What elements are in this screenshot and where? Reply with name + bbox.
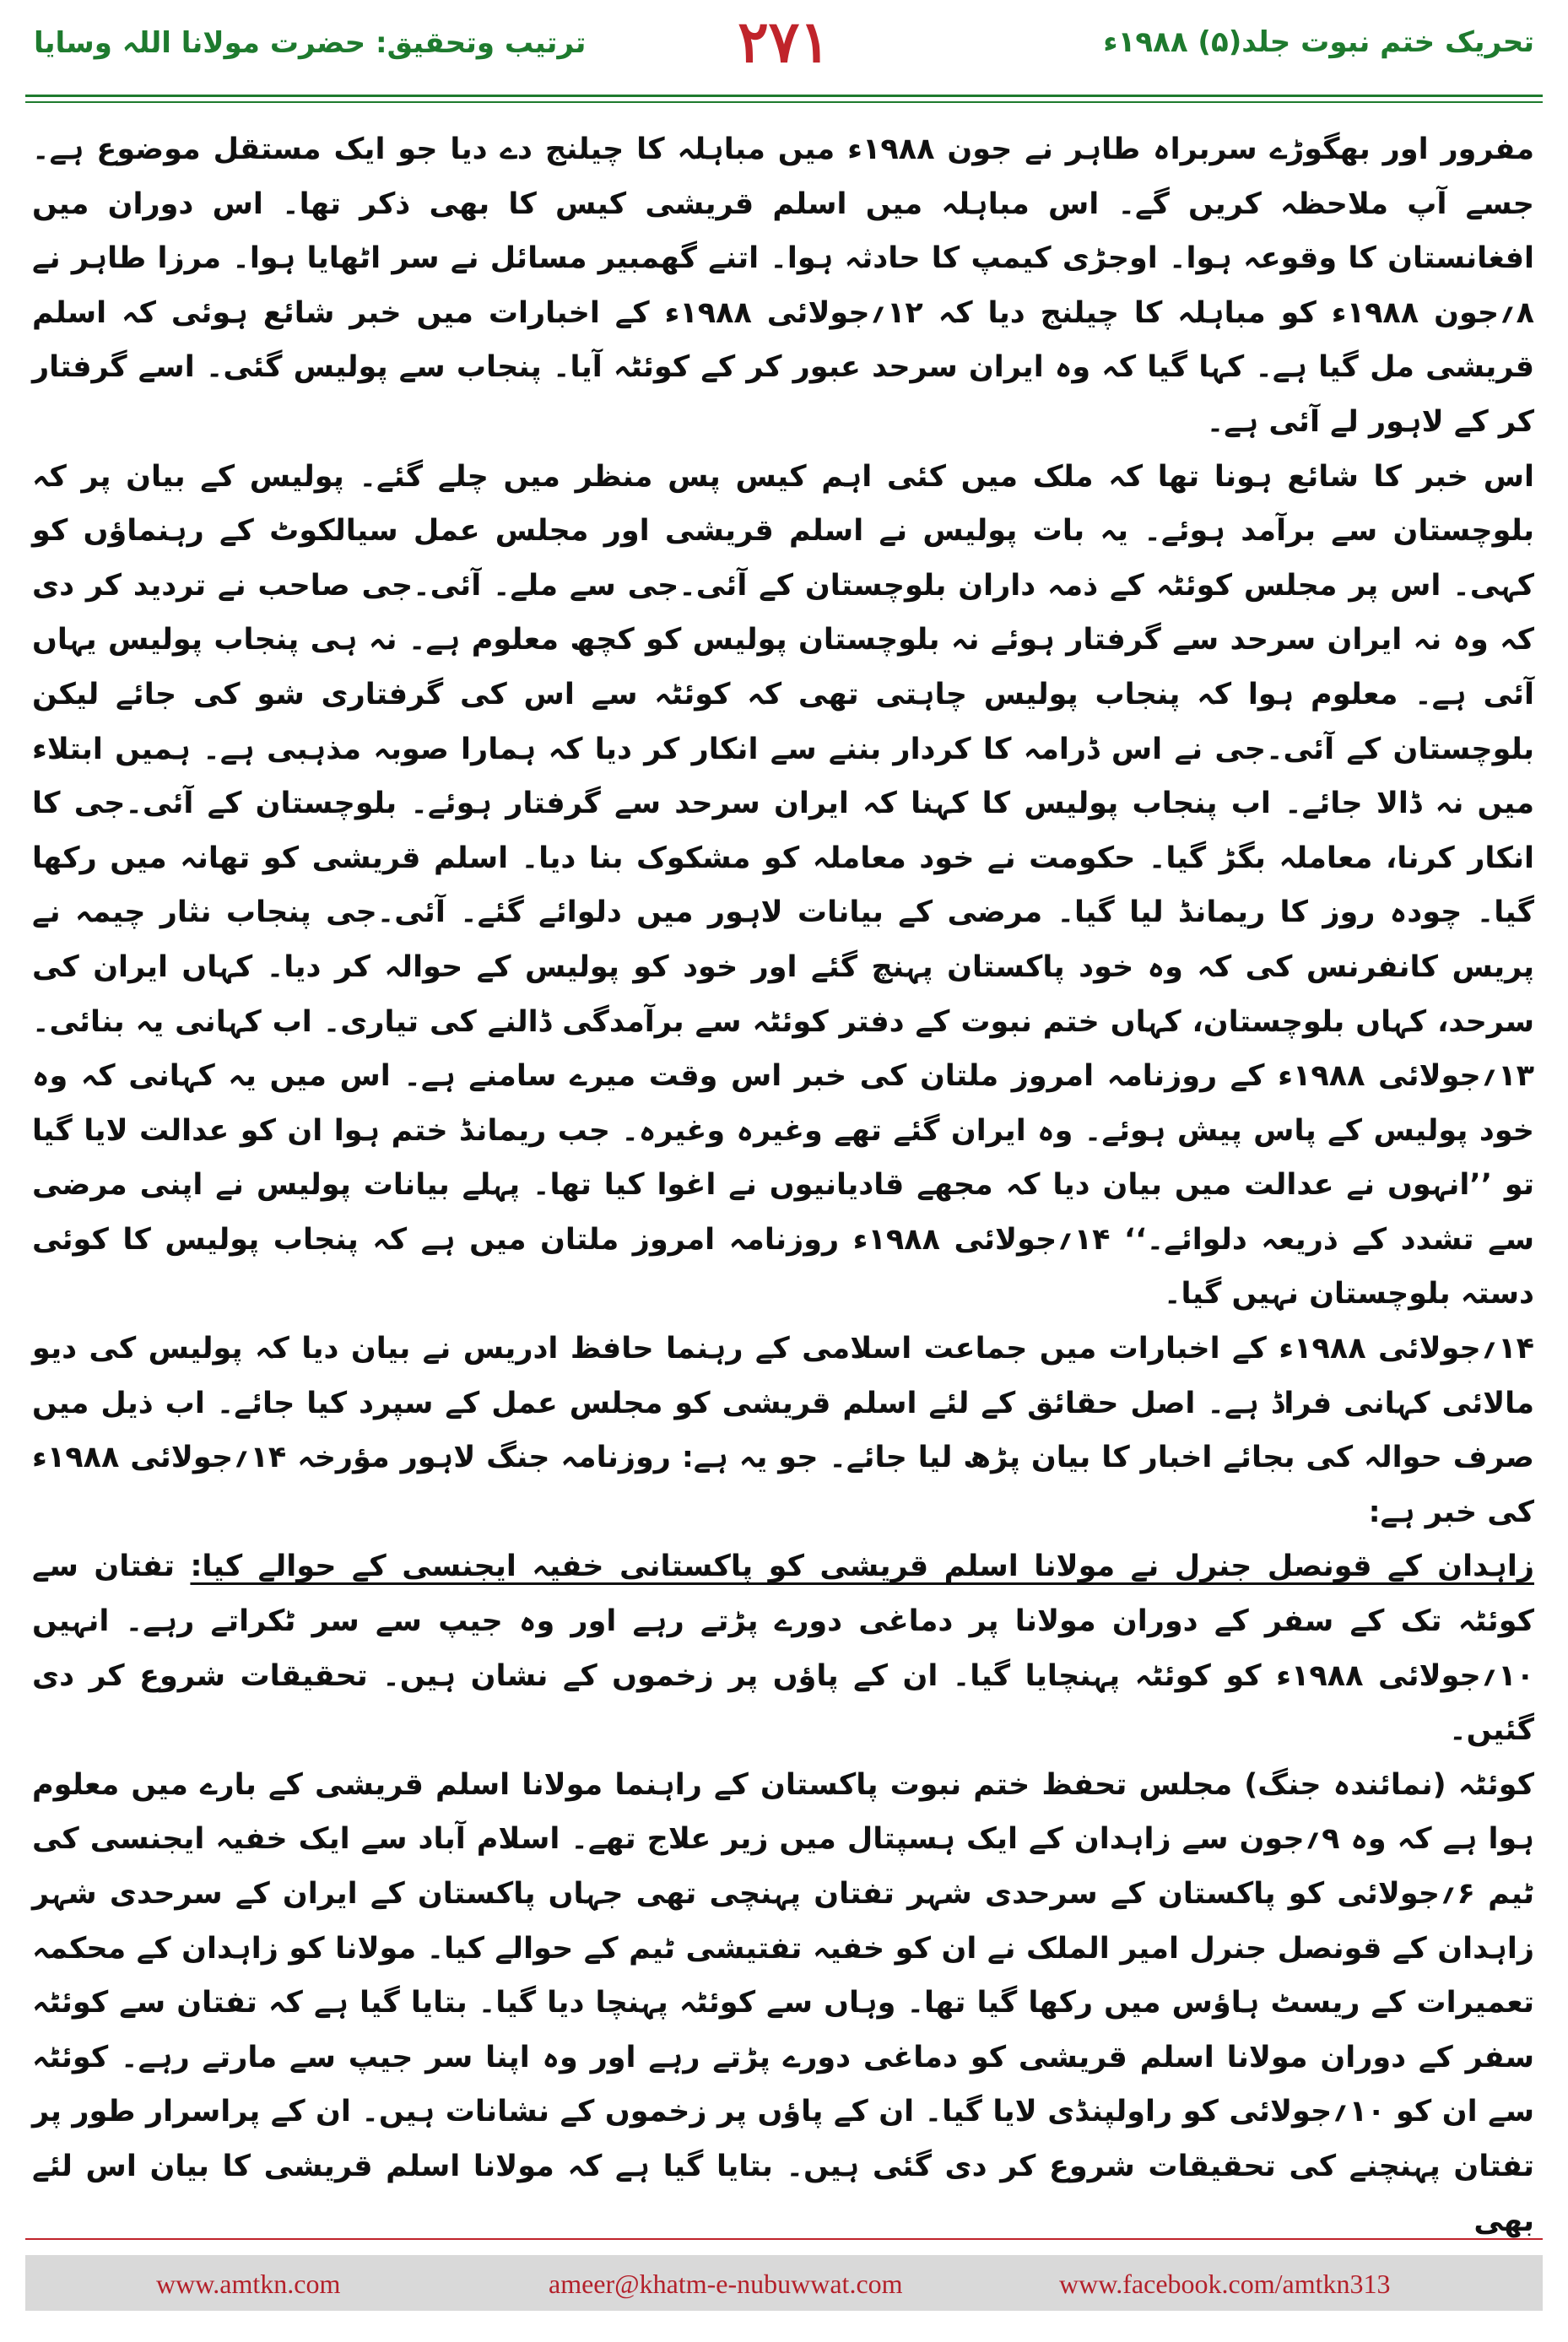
website-link[interactable]: www.amtkn.com — [156, 2269, 341, 2299]
footer-rule — [25, 2238, 1543, 2240]
compiler-credit: ترتیب وتحقیق: حضرت مولانا اللہ وسایا — [34, 26, 587, 60]
header-rule — [25, 95, 1543, 97]
page-header — [0, 0, 1568, 101]
facebook-link[interactable]: www.facebook.com/amtkn313 — [1059, 2269, 1391, 2299]
paragraph-4 — [32, 1539, 1534, 1757]
book-title: تحریک ختم نبوت جلد(۵) ۱۹۸۸ء — [1103, 25, 1534, 59]
paragraph-1: مفرور اور بھگوڑے سربراہ طاہر نے جون ۱۹۸۸ء میں مباہلہ کا چیلنج دے دیا جو ایک مستقل موضوع ہے۔ جسے آپ ملاحظہ کریں گے۔ اس مباہلہ میں اسلم قریشی کیس کا بھی ذکر تھا۔ اس دوران میں افغانستان کا وقوعہ ہوا۔ اوجڑی کیمپ کا حادثہ ہوا۔ اتنے گھمبیر مسائل نے سر اٹھایا ہوا۔ مرزا طاہر نے ۸؍جون ۱۹۸۸ء کو مباہلہ کا چیلنج دیا کہ ۱۲؍جولائی ۱۹۸۸ء کے اخبارات میں خبر شائع ہوئی کہ اسلم قریشی مل گیا ہے۔ کہا گیا کہ وہ ایران سرحد عبور کر کے کوئٹہ آیا۔ پنجاب سے پولیس گئی۔ اسے گرفتار کر کے لاہور لے آئی ہے۔ — [32, 133, 1534, 439]
paragraph-5: کوئٹہ (نمائندہ جنگ) مجلس تحفظ ختم نبوت پاکستان کے راہنما مولانا اسلم قریشی کے بارے میں معلوم ہوا ہے کہ وہ ۹؍جون سے زاہدان کے ایک ہسپتال میں زیر علاج تھے۔ اسلام آباد سے ایک خفیہ ایجنسی کی ٹیم ۶؍جولائی کو پاکستان کے سرحدی شہر تفتان پہنچی تھی جہاں پاکستان کے ایران کے سرحدی شہر زاہدان کے قونصل جنرل امیر الملک نے ان کو خفیہ تفتیشی ٹیم کے حوالے کیا۔ مولانا کو زاہدان کے محکمہ تعمیرات کے ریسٹ ہاؤس میں رکھا گیا تھا۔ وہاں سے کوئٹہ پہنچا دیا گیا۔ بتایا گیا ہے کہ تفتان سے کوئٹہ سفر کے دوران مولانا اسلم قریشی کو دماغی دورے پڑتے رہے اور وہ اپنا سر جیپ سے مارتے رہے۔ کوئٹہ سے ان کو ۱۰؍جولائی کو راولپنڈی لایا گیا۔ ان کے پاؤں پر زخموں کے نشانات ہیں۔ ان کے پراسرار طور پر تفتان پہنچنے کی تحقیقات شروع کر دی گئی ہیں۔ بتایا گیا ہے کہ مولانا اسلم قریشی کا بیان اس لئے بھی — [32, 1767, 1534, 2238]
email-link[interactable]: ameer@khatm-e-nubuwwat.com — [549, 2269, 903, 2299]
news-summary: تفتان سے کوئٹہ تک کے سفر کے دوران مولانا پر دماغی دورے پڑتے رہے اور وہ جیپ سے سر ٹکراتے رہے۔ انہیں ۱۰؍جولائی ۱۹۸۸ء کو کوئٹہ پہنچایا گیا۔ ان کے پاؤں پر زخموں کے نشان ہیں۔ تحقیقات شروع کر دی گئیں۔ — [32, 1550, 1534, 1748]
paragraph-3: ۱۴؍جولائی ۱۹۸۸ء کے اخبارات میں جماعت اسلامی کے رہنما حافظ ادریس نے بیان دیا کہ پولیس کی دیو مالائی کہانی فراڈ ہے۔ اصل حقائق کے لئے اسلم قریشی کو مجلس عمل کے سپرد کیا جائے۔ اب ذیل میں صرف حوالہ کی بجائے اخبار کا بیان پڑھ لیا جائے۔ جو یہ ہے: روزنامہ جنگ لاہور مؤرخہ ۱۴؍جولائی ۱۹۸۸ء کی خبر ہے: — [32, 1332, 1534, 1529]
paragraph-2: اس خبر کا شائع ہونا تھا کہ ملک میں کئی اہم کیس پس منظر میں چلے گئے۔ پولیس کے بیان پر کہ بلوچستان سے برآمد ہوئے۔ یہ بات پولیس نے اسلم قریشی اور مجلس عمل سیالکوٹ کے رہنماؤں کو کہی۔ اس پر مجلس کوئٹہ کے ذمہ داران بلوچستان کے آئی۔جی سے ملے۔ آئی۔جی صاحب نے تردید کر دی کہ وہ نہ ایران سرحد سے گرفتار ہوئے نہ بلوچستان پولیس کو کچھ معلوم ہے۔ نہ ہی پنجاب پولیس یہاں آئی ہے۔ معلوم ہوا کہ پنجاب پولیس چاہتی تھی کہ کوئٹہ سے اس کی گرفتاری شو کی جائے لیکن بلوچستان کے آئی۔جی نے اس ڈرامہ کا کردار بننے سے انکار کر دیا کہ ہمارا صوبہ مذہبی ہے۔ ہمیں ابتلاء میں نہ ڈالا جائے۔ اب پنجاب پولیس کا کہنا کہ ایران سرحد سے گرفتار ہوئے۔ بلوچستان کے آئی۔جی کا انکار کرنا، معاملہ بگڑ گیا۔ حکومت نے خود معاملہ کو مشکوک بنا دیا۔ اسلم قریشی کو تھانہ میں رکھا گیا۔ چودہ روز کا ریمانڈ لیا گیا۔ مرضی کے بیانات لاہور میں دلوائے گئے۔ آئی۔جی پنجاب نثار چیمہ نے پریس کانفرنس کی کہ وہ خود پاکستان پہنچ گئے اور خود کو پولیس کے حوالہ کر دیا۔ کہاں ایران کی سرحد، کہاں بلوچستان، کہاں ختم نبوت کے دفتر کوئٹہ سے برآمدگی ڈالنے کی تیاری۔ اب کہانی یہ بنائی۔ ۱۳؍جولائی ۱۹۸۸ء کے روزنامہ امروز ملتان کی خبر اس وقت میرے سامنے ہے۔ اس میں یہ کہانی کہ وہ خود پولیس کے پاس پیش ہوئے۔ وہ ایران گئے تھے وغیرہ وغیرہ۔ جب ریمانڈ ختم ہوا ان کو عدالت لایا گیا تو ’’انہوں نے عدالت میں بیان دیا کہ مجھے قادیانیوں نے اغوا کیا تھا۔ پہلے بیانات پولیس نے اپنی مرضی سے تشدد کے ذریعہ دلوائے۔‘‘ ۱۴؍جولائی ۱۹۸۸ء روزنامہ امروز ملتان میں ہے کہ پنجاب پولیس کا کوئی دستہ بلوچستان نہیں گیا۔ — [32, 459, 1535, 1312]
news-headline: زاہدان کے قونصل جنرل نے مولانا اسلم قریشی کو پاکستانی خفیہ ایجنسی کے حوالے کیا: — [190, 1550, 1534, 1584]
body-text — [32, 122, 1534, 2248]
header-rule-secondary — [25, 101, 1543, 103]
page-number: ۲۷۱ — [738, 8, 830, 76]
